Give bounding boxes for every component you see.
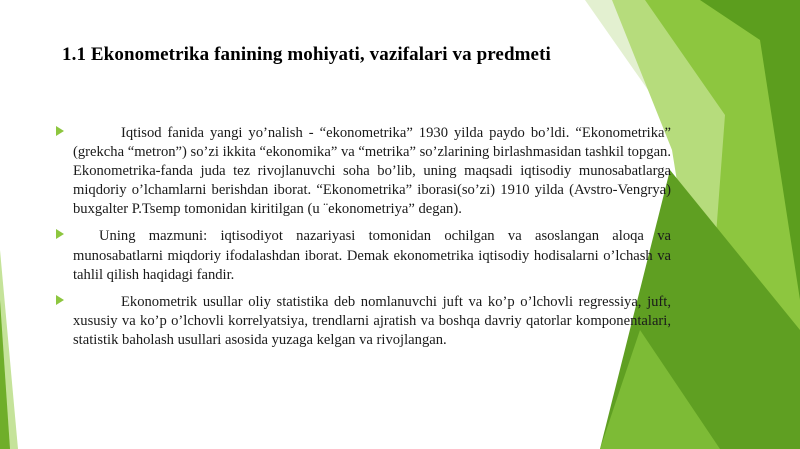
bullet-text: Ekonometrik usullar oliy statistika deb nomlanuvchi juft va ko’p o’lchovli regressiya, juft, xususiy va ko’p o’lchovli korrelyatsiya, trendlarni ajratish va boshqa davriy qatorlar komponentalari, statistik baholash usullari asosida yuzaga kelgan va rivojlangan. — [73, 293, 671, 348]
bullet-text: Uning mazmuni: iqtisodiyot nazariyasi tomonidan ochilgan va asoslangan aloqa va munosabatlarni miqdoriy ifodalashdan iborat. Demak ekonometrika iqtisodiy hodisalarni o’lchash va tahlil qilish haqidagi fandir. — [73, 228, 671, 283]
bullet-item — [56, 293, 671, 350]
bullet-item — [56, 124, 671, 219]
slide-title: 1.1 Ekonometrika fanining mohiyati, vazifalari va predmeti — [62, 44, 551, 65]
bullet-item — [56, 227, 671, 284]
bullet-text: Iqtisod fanida yangi yo’nalish - “ekonometrika” 1930 yilda paydo bo’ldi. “Ekonometrika” (grekcha “metron”) so’zi ikkita “ekonomika” va “metrika” so’zlarining birlashmasidan tashkil topgan. Ekonometrika-fanda juda tez rivojlanuvchi soha bo’lib, uning maqsadi iqtisodiy munosabatlarga miqdoriy o’lchamlarni berishdan iborat. “Ekonometrika” iborasi(so’zi) 1910 yilda (Avstro-Vengrya) buxgalter P.Tsemp tomonidan kiritilgan (u ¨ekonometriya” degan). — [73, 125, 671, 218]
arrow-bullet-icon — [56, 295, 64, 305]
arrow-bullet-icon — [56, 229, 64, 239]
arrow-bullet-icon — [56, 126, 64, 136]
bullet-list — [56, 124, 671, 358]
